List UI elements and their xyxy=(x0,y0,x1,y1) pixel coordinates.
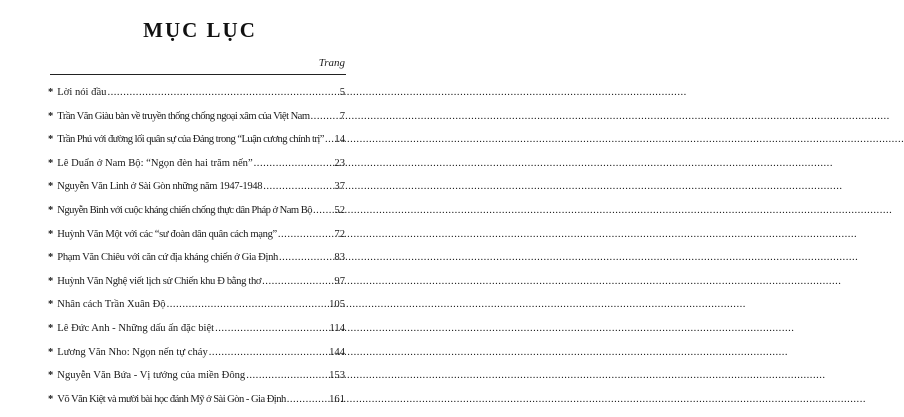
toc-entry-title: Huỳnh Văn Một với các “sư đoàn dân quân cách mạng” xyxy=(57,228,277,240)
dot-leader xyxy=(254,158,334,169)
toc-entry-title: Phạm Văn Chiêu với căn cứ địa kháng chiến ở Gia Định xyxy=(57,252,278,264)
toc-entry[interactable] xyxy=(48,323,345,347)
toc-entry-title: Võ Văn Kiệt và mười bài học đánh Mỹ ở Sài Gòn - Gia Định xyxy=(57,393,286,405)
asterisk-bullet: * xyxy=(48,110,54,122)
toc-entry-title: Nguyễn Văn Linh ở Sài Gòn những năm 1947-1948 xyxy=(57,181,263,193)
toc-entry-title: Lê Duẩn ở Nam Bộ: “Ngọn đèn hai trăm nến” xyxy=(57,157,253,169)
asterisk-bullet: * xyxy=(48,322,54,334)
toc-entry[interactable] xyxy=(48,370,345,394)
toc-entry-page: 23 xyxy=(334,157,345,169)
book-page xyxy=(0,0,400,405)
page-column-label: Trang xyxy=(318,57,345,69)
toc-entry-title: Nguyễn Bình với cuộc kháng chiến chống thực dân Pháp ở Nam Bộ xyxy=(57,204,312,216)
asterisk-bullet: * xyxy=(48,299,54,311)
toc-entry-page: 114 xyxy=(329,322,345,334)
toc-entry-title: Nguyễn Văn Bứa - Vị tướng của miền Đông xyxy=(57,370,246,382)
toc-entry[interactable] xyxy=(48,181,345,205)
asterisk-bullet: * xyxy=(48,346,54,358)
dot-leader xyxy=(311,111,339,122)
dot-leader xyxy=(325,134,333,145)
toc-entry[interactable] xyxy=(48,111,345,135)
toc-entry[interactable] xyxy=(48,252,345,276)
dot-leader xyxy=(287,394,328,405)
toc-entry-title: Lương Văn Nho: Ngọn nến tự cháy xyxy=(57,346,208,358)
toc-entry-page: 72 xyxy=(334,228,345,240)
dot-leader xyxy=(167,299,329,310)
dot-leader xyxy=(313,205,333,216)
asterisk-bullet: * xyxy=(48,204,54,216)
toc-entry[interactable] xyxy=(48,347,345,371)
asterisk-bullet: * xyxy=(48,134,54,146)
toc-entry-page: 83 xyxy=(334,252,345,264)
toc-entry-page: 37 xyxy=(334,181,345,193)
asterisk-bullet: * xyxy=(48,275,54,287)
toc-entry-title: Lê Đức Anh - Những dấu ấn đặc biệt xyxy=(57,322,215,334)
toc-entry-title: Lời nói đầu xyxy=(57,87,107,98)
toc-entry[interactable] xyxy=(48,299,345,323)
toc-entry-title: Huỳnh Văn Nghệ viết lịch sử Chiến khu Đ bằng thơ xyxy=(57,275,262,287)
table-of-contents xyxy=(48,87,345,417)
toc-entry-page: 161 xyxy=(329,393,345,405)
asterisk-bullet: * xyxy=(48,228,54,240)
toc-entry-title: Trần Phú với đường lối quân sự của Đảng trong “Luận cương chính trị” xyxy=(57,134,324,146)
toc-entry-page: 105 xyxy=(329,299,345,311)
toc-entry[interactable] xyxy=(48,158,345,182)
toc-entry[interactable] xyxy=(48,394,345,417)
asterisk-bullet: * xyxy=(48,87,54,98)
toc-entry-page: 5 xyxy=(339,87,345,98)
toc-entry[interactable] xyxy=(48,205,345,229)
dot-leader xyxy=(209,347,328,358)
dot-leader xyxy=(278,229,334,240)
page-title: MỤC LỤC xyxy=(143,18,257,42)
asterisk-bullet: * xyxy=(48,252,54,264)
asterisk-bullet: * xyxy=(48,370,54,382)
dot-leader xyxy=(215,323,328,334)
toc-entry-title: Trần Văn Giàu bàn về truyền thống chống ngoại xâm của Việt Nam xyxy=(57,110,310,122)
dot-leader xyxy=(107,87,338,98)
asterisk-bullet: * xyxy=(48,393,54,405)
dot-leader xyxy=(246,370,328,381)
dot-leader xyxy=(279,252,333,263)
dot-leader xyxy=(263,181,333,192)
toc-entry-title: Nhân cách Trần Xuân Độ xyxy=(57,299,166,311)
toc-entry-page: 52 xyxy=(334,204,345,216)
toc-entry[interactable] xyxy=(48,276,345,300)
toc-entry-page: 153 xyxy=(329,370,345,382)
header-divider xyxy=(50,74,346,75)
toc-entry[interactable] xyxy=(48,134,345,158)
toc-entry[interactable] xyxy=(48,229,345,253)
dot-leader xyxy=(262,276,333,287)
asterisk-bullet: * xyxy=(48,157,54,169)
asterisk-bullet: * xyxy=(48,181,54,193)
toc-entry[interactable] xyxy=(48,87,345,111)
toc-entry-page: 97 xyxy=(334,275,345,287)
toc-entry-page: 144 xyxy=(329,346,345,358)
toc-entry-page: 14 xyxy=(334,134,345,146)
toc-entry-page: 7 xyxy=(339,110,345,122)
